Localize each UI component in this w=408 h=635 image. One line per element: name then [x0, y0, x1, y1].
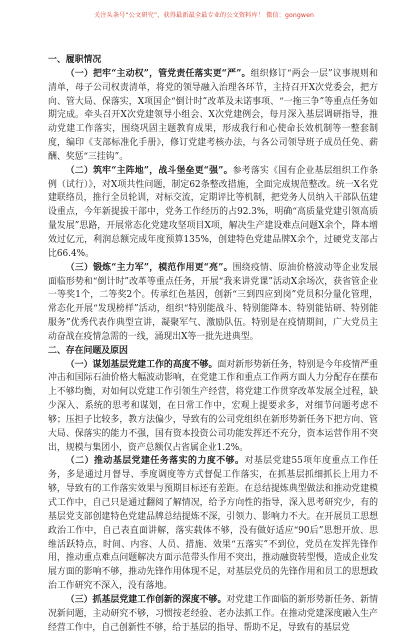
paragraph-lead: （三）抓基层党建工作创新的深度不够。 [65, 594, 227, 605]
paragraph [48, 455, 378, 593]
paragraph [48, 68, 378, 165]
paragraph-lead: （一）把牢“主动权”，管党责任落实更“严”。 [65, 68, 251, 79]
paragraph [48, 359, 378, 456]
paragraph-lead: （二）筑牢“主阵地”，战斗堡垒更“强”。 [65, 165, 233, 176]
document-body [48, 54, 378, 635]
paragraph-body: 组织修订“两会一层”议事规则和清单，母子公司权责清单，将党的领导融入治理各环节，主持召开X次党委会，把方向、管大局、保落实，X项国企“倒计时”改革及未诺事项、“一拖三争”等重点任务如期完成。牵头召开X次党建领导小组会、X次党建例会，每月深入基层调研指导，推动党建工作落实，围绕巩固主题教育成果，形成我行和心使命长效机制等一整套制度，编印《支部标准化手册》，修订党建考核办法，与各公司领导班子成员任免、薪酬、奖惩“三挂钩”。 [48, 68, 379, 162]
paragraph-body: 参考落实《国有企业基层组织工作条例（试行）》，对X项共性问题，制定62条整改措施，全面完成规范整改。统一X名党建联络员，推行全员轮训，对标交流，定期评比等机制，把党务人员纳入干部队伍建设重点，今年新提拔干部中，党务工作经历的占92.3%，明确“高质量党建引领高质量发展”思路，开展常态化党建攻坚项目X项，解决生产建设难点问题X余个，降本增效过亿元，利润总额完成年度预算135%，创建特色党建品牌X余个，过硬党支部占比66.4%。 [48, 165, 379, 259]
paragraph-body: 围绕疫情、原油价格波动等企业发展面临形势和“倒计时”改革等重点任务，开展“我来讲党课”活动X余场次，获省管企业一等奖1个，二等奖2个。传承红色基因，创新“三到四应到岗”党员积分量化管理，常态化开展“发现榜样”活动，组织“特别能战斗、特别能降本、特别能钻研、特别能服务”优秀代表作典型宣讲，凝聚军气、激励队伍。特别是在疫情期间，广大党员主动奋战在疫情急需的一线，涌现出X等一批先进典型。 [48, 262, 379, 342]
paragraph [48, 165, 378, 262]
paragraph-lead: （二）推动基层党建任务落实的力度不够。 [65, 456, 245, 467]
paragraph-lead: （一）谋划基层党建工作的高度不够。 [65, 359, 218, 370]
section-title-problems: 二、存在问题及原因 [48, 345, 128, 356]
banner-text: 关注头条号“公文研究”，获得最新最全最专业的公文资料库！ 微信：gongwen [93, 11, 315, 19]
paragraph-body: 对基层党建55项年度重点工作任务，多是通过月督导、季度调度等方式督促工作落实，在抓基层抓细抓长上用力不够，导致有的工作落实效果与预期目标还有差距。在总结提炼典型做法和推动党建模式工作中，自己只是通过翻阅了解情况，给予方向性的指导，深入思考研究少，有的基层党支部创建特色党建品牌总结提炼不深，引领力、影响力不大。在开展员工思想政治工作中，自己表直面讲解，落实载体不够，没有做好适应“90后”思想开放、思维活跃特点，时间、内容、人员、措施、效果“五落实”不到位，党员在发挥先锋作用，推动重点难点问题解决方面示范带头作用不突出，推动融资转型慢，造成企业发展方面的影响不够，推动先锋作用体现不足，对基层党员的先锋作用和员工的思想政治工作研究不深入，没有落地。 [48, 456, 379, 592]
top-banner [0, 0, 408, 28]
paragraph [48, 594, 378, 635]
section-title-performance: 一、履职情况 [48, 55, 102, 65]
paragraph-body: 对党建工作面临的新形势新任务、新情况新问题，主动研究不够，习惯按老经验、老办法抓工作。在推动党建深度融入生产经营工作中，自己创新性不够，给于基层的指导、帮助不足，导致有的基层党 [48, 594, 379, 633]
paragraph [48, 262, 378, 345]
paragraph-lead: （三）锻炼“主力军”，模范作用更“亮”。 [65, 262, 233, 273]
paragraph-body: 面对新形势新任务，特别是今年疫情严重冲击和国际石油价格大幅波动影响，在党建工作和重点工作两方面人力分配存在摆布上不够均衡，对如何以党建工作引领生产经营，将党建工作贯穿改革发展全过程，缺少深入、系统的思考和谋划，在日常工作中，宏观上提要求多，对细节问题考虑不够；压担子比较多，教方法偏少，导致有的公司党组织在新形势新任务下把方向、管大局、保落实的能力不强，国有资本投资公司功能发挥还不充分，资本运营作用不突出，规模与集团小，资产总额仅占省属企业1.2%。 [48, 359, 379, 453]
